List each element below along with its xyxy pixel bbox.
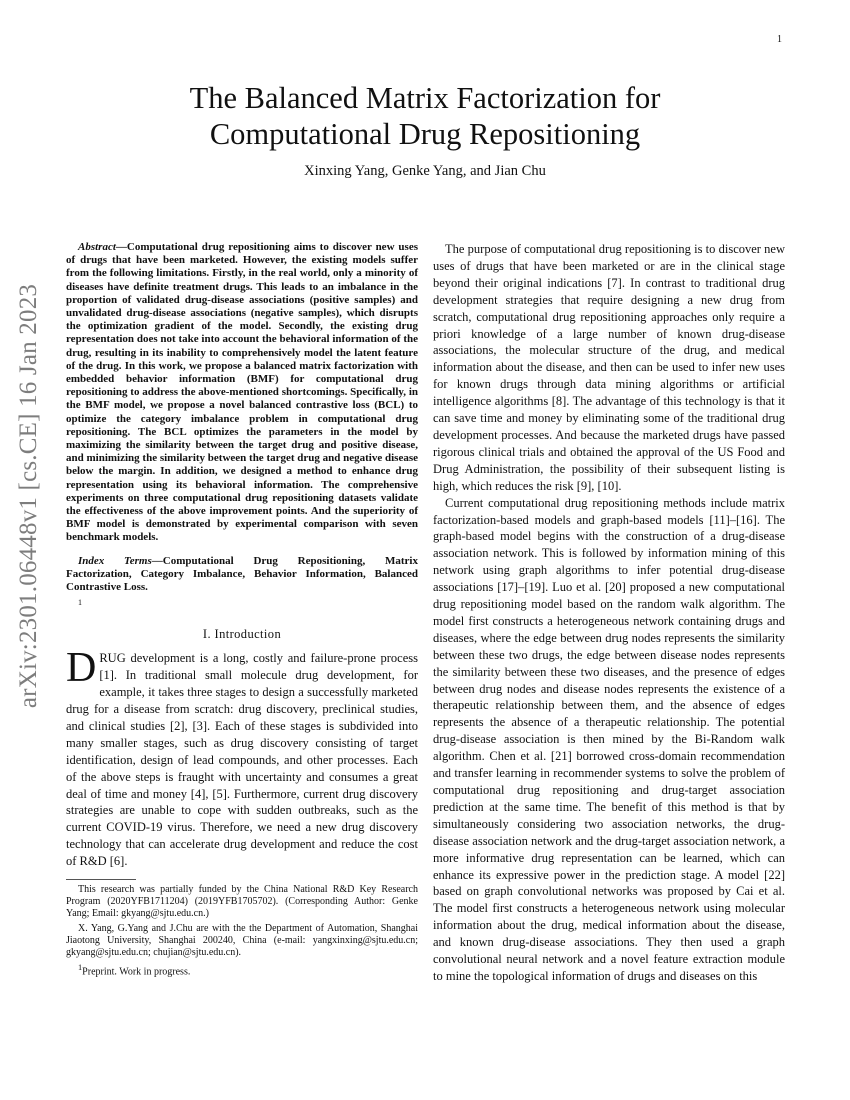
abstract [66,241,418,545]
title-line-2: Computational Drug Repositioning [209,117,641,151]
preprint-text: Preprint. Work in progress. [82,965,191,977]
right-column [433,241,785,985]
footnote-affiliation: X. Yang, G.Yang and J.Chu are with the the Department of Automation, Shanghai Jiaotong University, Shanghai 200240, China (e-mail: yangxinxing@sjtu.edu.cn; gkyang@sjtu.edu.cn; chujian@sjtu.edu.cn). [66,922,418,958]
index-terms-text: —Computational Drug Repositioning, Matrix Factorization, Category Imbalance, Behavior Information, Balanced Contrastive Loss. [66,554,418,594]
left-column [66,241,418,981]
intro-text: RUG development is a long, costly and failure-prone process [1]. In traditional small molecule drug development, for example, it takes three stages to design a successfully marketed drug for a disease from scratch: drug discovery, preclinical studies, and clinical studies [2], [3]. Each of these stages is subdivided into many smaller stages, such as drug discovery consisting of target identification, design of lead compounds, and other processes. Each of the above steps is fraught with uncertainty and consumes a great deal of time and money [4], [5]. Furthermore, current drug discovery strategies are unable to cope with sudden outbreaks, such as the current COVID-19 virus. Therefore, we need a new drug discovery technology that can accelerate drug development and reduce the cost of R&D [6]. [66,651,418,869]
page-number: 1 [777,34,782,45]
section-heading-introduction: I. Introduction [202,627,282,642]
index-terms [66,555,418,595]
right-paragraph-2: Current computational drug repositioning methods include matrix factorization-based models and graph-based models [11]–[16]. The graph-based model begins with the construction of a drug-disease association network. This is followed by information mining of this network using graph algorithms to infer potential drug-disease associations [17]–[19]. Luo et al. [20] proposed a new computational drug repositioning model based on the random walk algorithm. The model first constructs a heterogeneous network containing drugs and diseases, where the edge between drug nodes represents the similarity between these two drugs, the edge between disease nodes represents the similarity between these two diseases, and the presence of edges between drug nodes and disease nodes represents the existence of a therapeutic relationship between them, and the absence of edges represents the absence of a therapeutic relationship. The potential drug-disease association is then mined by the Bi-Random walk algorithm. Chen et al. [21] borrowed cross-domain recommendation and transfer learning in recommender systems to solve the problem of computational drug repositioning and drug-target association prediction at the same time. The benefit of this method is that by simultaneously considering two association networks, the drug-disease association network and the drug-target association network, a more informative drug representation can be learned, which can enhance its expressive power in the prediction stage. A model [22] based on graph convolutional networks was proposed by Cai et al. The model first constructs a heterogeneous network using molecular information about the drug, medical information about the disease, and known drug-disease associations. They then used a graph convolutional neural network and a novel feature extraction module to mine the topological information of drugs and diseases on this [433,495,785,983]
intro-paragraph [66,645,418,870]
authors: Xinxing Yang, Genke Yang, and Jian Chu [304,163,546,179]
index-terms-label: Index Terms [78,554,152,567]
footnote-preprint [66,962,418,978]
arxiv-stamp [4,283,54,709]
abstract-text: —Computational drug repositioning aims to discover new uses of drugs that have been marketed. However, the existing models suffer from the following limitations. Firstly, in the real world, only a minority of diseases have definite treatment drugs. This leads to an imbalance in the proportion of validated drug-disease associations (positive samples) and unvalidated drug-disease associations (negative samples), which disrupts the optimization gradient of the model. Secondly, the existing drug representation does not take into account the behavioral information of the drug, resulting in its inability to comprehensively model the latent feature of the drug. In this work, we propose a balanced matrix factorization with embedded behavior information (BMF) for computational drug repositioning to address the above-mentioned shortcomings. Specifically, in the BMF model, we propose a novel balanced contrastive loss (BCL) to optimize the category imbalance problem in computational drug repositioning. The BCL optimizes the parameters in the model by maximizing the similarity between the target drug and positive disease, and minimizing the similarity between the target drug and negative disease below the margin. In addition, we designed a method to enhance drug representation using its behavioral information. The comprehensive experiments on three computational drug repositioning datasets validate the effectiveness of the above improvement points. And the superiority of BMF model is demonstrated by experimental comparison with seven benchmark models. [66,241,418,544]
right-paragraph-1: The purpose of computational drug repositioning is to discover new uses of drugs that have been marketed or are in the clinical stage beyond their original indications [7]. In contrast to traditional drug development strategies that require designing a new drug from scratch, computational drug repositioning approaches only require a priori knowledge of a large number of known drug-disease associations, the molecular structure of the drug, and medical information about the disease, and then can be used to infer new uses for known drugs through data mining algorithms or artificial intelligence algorithms [8]. The advantage of this technology is that it can save time and money by eliminating some of the traditional drug development processes. And because the marketed drugs have passed rigorous clinical trials and obtained the approval of the US Food and Drug Administration, the possibility of their subsequent listing is high, which reduces the risk [9], [10]. [433,242,785,493]
arxiv-stamp-text: arXiv:2301.06448v1 [cs.CE] 16 Jan 2023 [15,283,42,709]
title-line-1: The Balanced Matrix Factorization for [189,81,661,115]
footnote-marker: 1 [78,598,82,608]
drop-cap: D [66,645,97,692]
abstract-label: Abstract [78,241,116,253]
footnote-funding: This research was partially funded by the China National R&D Key Research Program (2020YFB1711204) (2019YFB1705702). (Corresponding Author: Genke Yang; Email: gkyang@sjtu.edu.cn.) [66,884,418,919]
footnote-rule [66,879,136,880]
paper-title [60,80,790,152]
preprint-mark: 1 [78,962,83,972]
